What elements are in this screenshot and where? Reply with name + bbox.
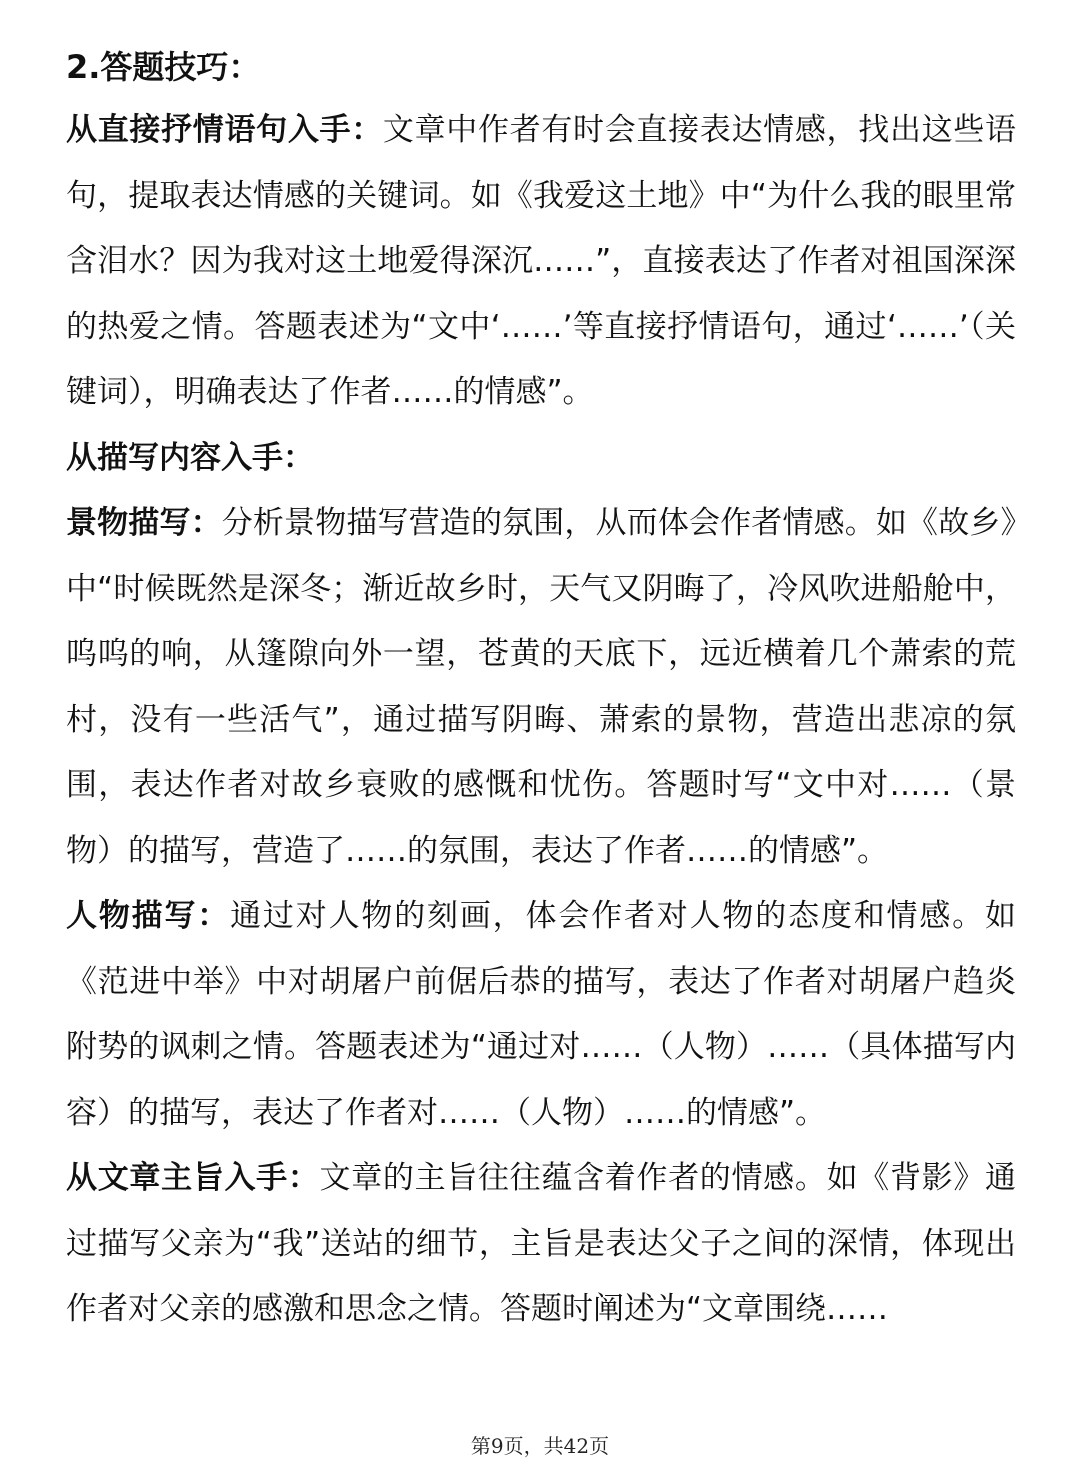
paragraph-scenery (66, 491, 1016, 884)
paragraph-text: 文章中作者有时会直接表达情感，找出这些语句，提取表达情感的关键词。如《我爱这土地》中“为什么我的眼里常含泪水？因为我对这土地爱得深沉……”，直接表达了作者对祖国深深的热爱之情。答题表述为“文中‘……’等直接抒情语句，通过‘……’（关键词），明确表达了作者……的情感”。 (66, 112, 1017, 410)
paragraph-direct-lyric (66, 98, 1016, 426)
paragraph-text: 分析景物描写营造的氛围，从而体会作者情感。如《故乡》中“时候既然是深冬；渐近故乡时，天气又阴晦了，冷风吹进船舱中，呜呜的响，从篷隙向外一望，苍黄的天底下，远近横着几个萧索的荒村，没有一些活气”，通过描写阴晦、萧索的景物，营造出悲凉的氛围，表达作者对故乡衰败的感慨和忧伤。答题时写“文中对……（景物）的描写，营造了……的氛围，表达了作者……的情感”。 (66, 505, 1016, 869)
section-heading: 2.答题技巧： (66, 48, 261, 86)
paragraph-lead: 景物描写： (66, 505, 222, 541)
paragraph-character (66, 884, 1016, 1146)
paragraph-text: 文章的主旨往往蕴含着作者的情感。如《背影》通过描写父亲为“我”送站的细节，主旨是表达父子之间的深情，体现出作者对父亲的感激和思念之情。答题时阐述为“文章围绕…… (66, 1160, 1017, 1327)
paragraph-lead: 从文章主旨入手： (66, 1160, 320, 1196)
subheading-label: 从描写内容入手： (66, 439, 314, 476)
document-page (66, 36, 1016, 1343)
paragraph-text: 通过对人物的刻画，体会作者对人物的态度和情感。如《范进中举》中对胡屠户前倨后恭的描写，表达了作者对胡屠户趋炎附势的讽刺之情。答题表述为“通过对……（人物）……（具体描写内容）的描写，表达了作者对……（人物）……的情感”。 (66, 898, 1016, 1131)
page-number-footer: 第9页，共42页 (470, 1434, 610, 1458)
paragraph-theme (66, 1146, 1016, 1343)
paragraph-lead: 人物描写： (66, 898, 231, 934)
paragraph-lead: 从直接抒情语句入手： (66, 112, 383, 148)
subheading-description (66, 426, 1016, 492)
